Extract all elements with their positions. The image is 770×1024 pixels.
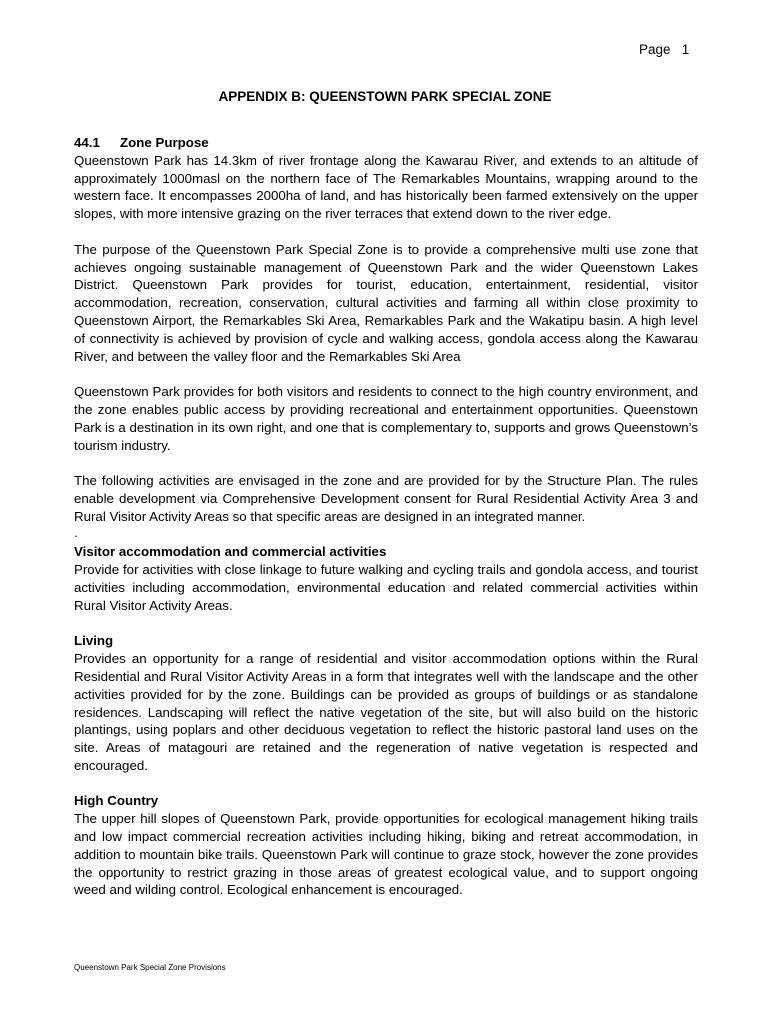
living-heading: Living — [74, 633, 114, 649]
document-title: APPENDIX B: QUEENSTOWN PARK SPECIAL ZONE — [218, 89, 552, 104]
high-country-heading: High Country — [74, 793, 159, 809]
page-footer: Queenstown Park Special Zone Provisions — [74, 963, 226, 972]
paragraph-public-access: Queenstown Park provides for both visitors and residents to connect to the high country environment, and the zone enables public access by providing recreational and entertainment opportunities. Queenstown Park is a destination in its own right, and one that is complementary to, supports and grows Queenstown’s tourism industry. — [74, 384, 698, 453]
living-text: Provides an opportunity for a range of residential and visitor accommodation options within the Rural Residential and Rural Visitor Activity Areas in a form that integrates well with the landscape and the other activities provided for by the zone. Buildings can be provided as groups of buildings or as standalone residences. Landscaping will reflect the native vegetation of the site, but will also build on the historic plantings, using poplars and other deciduous vegetation to reflect the historic pastoral land uses on the site. Areas of matagouri are retained and the regeneration of native vegetation is respected and encouraged. — [74, 651, 698, 773]
visitor-text: Provide for activities with close linkage to future walking and cycling trails and gondola access, and tourist activities including accommodation, environmental education and related commercial activities within Rural Visitor Activity Areas. — [74, 562, 698, 613]
visitor-heading: Visitor accommodation and commercial activities — [74, 544, 387, 560]
paragraph-river-frontage: Queenstown Park has 14.3km of river frontage along the Kawarau River, and extends to an altitude of approximately 1000masl on the northern face of The Remarkables Mountains, wrapping around to the western face. It encompasses 2000ha of land, and has historically been farmed extensively on the upper slopes, with more intensive grazing on the river terraces that extend down to the river edge. — [74, 152, 698, 222]
section-title: Zone Purpose — [120, 135, 209, 150]
section-number: 44.1 — [74, 135, 100, 150]
section-heading — [74, 134, 698, 152]
paragraph-gap — [74, 454, 698, 472]
paragraph-gap — [74, 775, 698, 793]
stray-dot: . — [74, 524, 78, 540]
high-country-text: The upper hill slopes of Queenstown Park, provide opportunities for ecological management hiking trails and low impact commercial recreation activities including hiking, biking and retreat accommodation, in addition to mountain bike trails. Queenstown Park will continue to graze stock, however the zone provides the opportunity to restrict grazing in those areas of greatest ecological value, and to support ongoing weed and wilding control. Ecological enhancement is encouraged. — [74, 811, 698, 898]
paragraph-gap — [74, 615, 698, 633]
document-body — [74, 134, 698, 899]
paragraph-gap — [74, 365, 698, 383]
paragraph-zone-purpose: The purpose of the Queenstown Park Special Zone is to provide a comprehensive multi use zone that achieves ongoing sustainable management of Queenstown Park and the wider Queenstown Lakes District. Queenstown Park provides for tourist, education, entertainment, residential, visitor accommodation, recreation, conservation, cultural activities and farming all within close proximity to Queenstown Airport, the Remarkables Ski Area, Remarkables Park and the Wakatipu basin. A high level of connectivity is achieved by provision of cycle and walking access, gondola access along the Kawarau River, and between the valley floor and the Remarkables Ski Area — [74, 241, 698, 364]
paragraph-gap — [74, 223, 698, 241]
page-number: Page 1 — [639, 42, 690, 57]
paragraph-activities: The following activities are envisaged in the zone and are provided for by the Structure Plan. The rules enable development via Comprehensive Development consent for Rural Residential Activity Area 3 and Rural Visitor Activity Areas so that specific areas are designed in an integrated manner. — [74, 473, 698, 524]
